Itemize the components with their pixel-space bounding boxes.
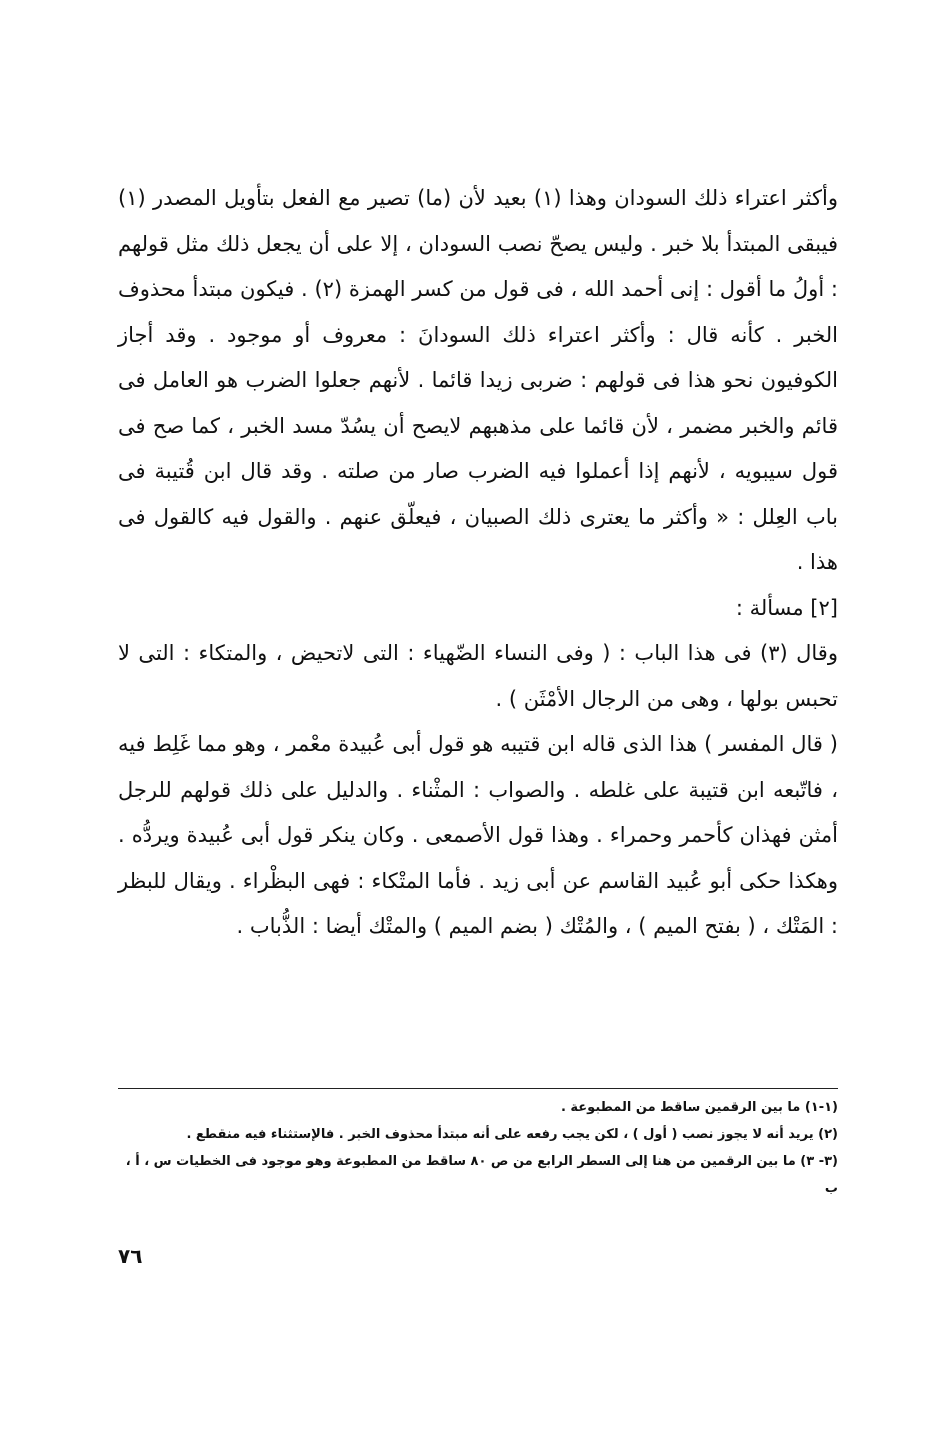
main-text [118,176,838,950]
footnote-3: (٣- ٣) ما بين الرقمين من هنا إلى السطر الرابع من ص ٨٠ ساقط من المطبوعة وهو موجود فى الخطيات س ، أ ، ب [125,1154,838,1196]
footnote-divider [118,1088,838,1089]
footnotes [118,1094,838,1202]
paragraph-1: وأكثر اعتراء ذلك السودان وهذا (١) بعيد لأن (ما) تصير مع الفعل بتأويل المصدر (١) فيبقى المبتدأ بلا خبر . وليس يصحّ نصب السودان ، إلا على أن يجعل ذلك مثل قولهم : أولُ ما أقول : إنى أحمد الله ، فى قول من كسر الهمزة (٢) . فيكون مبتدأ محذوف الخبر . كأنه قال : وأكثر اعتراء ذلك السودانَ : معروف أو موجود . وقد أجاز الكوفيون نحو هذا فى قولهم : ضربى زيدا قائما . لأنهم جعلوا الضرب هو العامل فى قائم والخبر مضمر ، لأن قائما على مذهبهم لايصح أن يسُدّ مسد الخبر ، كما صح فى قول سيبويه ، لأنهم إذا أعملوا فيه الضرب صار من صلته . وقد قال ابن قُتيبة فى باب العِلل : « وأكثر ما يعترى ذلك الصبيان ، فيعلّق عنهم . والقول فيه كالقول فى هذا . [118,186,838,574]
footnote-2: (٢) يريد أنه لا يجوز نصب ( أول ) ، لكن يجب رفعه على أنه مبتدأ محذوف الخبر . فالإستثناء فيه منقطع . [186,1127,838,1142]
paragraph-2: وقال (٣) فى هذا الباب : ( وفى النساء الضّهياء : التى لاتحيض ، والمتكاء : التى لا تحبس بولها ، وهى من الرجال الأمْثَن ) . [118,641,838,711]
footnote-1: (١-١) ما بين الرقمين ساقط من المطبوعة . [560,1100,838,1115]
paragraph-3: ( قال المفسر ) هذا الذى قاله ابن قتيبه هو قول أبى عُبيدة معْمر ، وهو مما غَلِط فيه ، فاتّبعه ابن قتيبة على غلطه . والصواب : المثْناء . والدليل على ذلك قولهم للرجل أمثن فهذان كأحمر وحمراء . وهذا قول الأصمعى . وكان ينكر قول أبى عُبيدة ويردُّه . وهكذا حكى أبو عُبيد القاسم عن أبى زيد . فأما المتْكاء : فهى البظْراء . ويقال للبظر : المَتْك ، ( بفتح الميم ) ، والمُتْك ( بضم الميم ) والمتْك أيضا : الذُّباب . [118,732,838,938]
section-heading: [٢] مسألة : [735,595,838,620]
page-number: ٧٦ [118,1244,143,1268]
